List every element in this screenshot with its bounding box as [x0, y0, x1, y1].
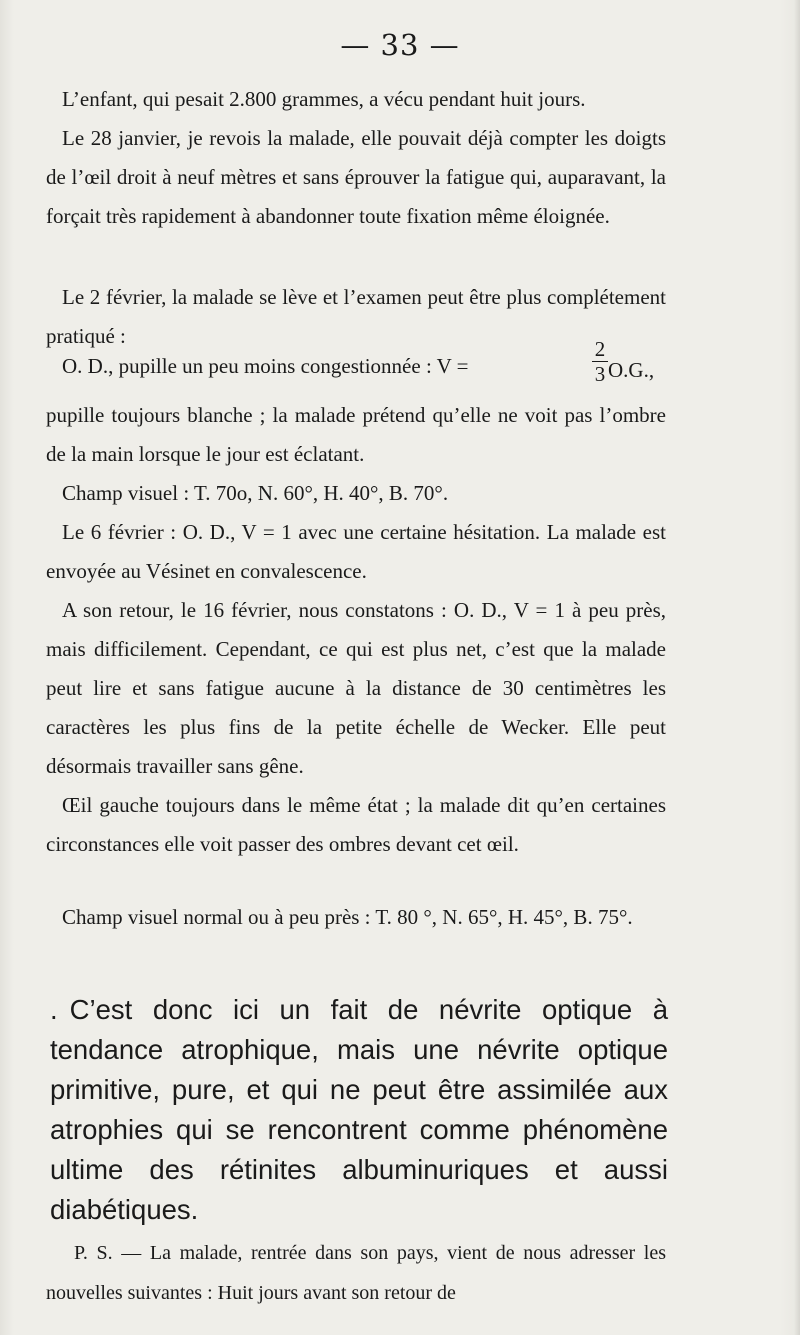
- paragraph-birth-weight: L’enfant, qui pesait 2.800 grammes, a vécu pendant huit jours.: [62, 87, 586, 111]
- paragraph-visual-field: Champ visuel : T. 70o, N. 60°, H. 40°, B. 70°.: [62, 481, 449, 505]
- equation-left-eye: O.G.,: [608, 358, 655, 382]
- page-edge-shadow: [794, 0, 800, 1335]
- equation-text: O. D., pupille un peu moins congestionnée : V =: [62, 354, 469, 378]
- paragraph-left-eye: Œil gauche toujours dans le même état ; la malade dit qu’en certaines circonstances elle voit passer des ombres devant cet œil.: [46, 793, 666, 856]
- fraction-numerator: 2: [594, 337, 606, 361]
- paragraph-february-16: A son retour, le 16 février, nous constatons : O. D., V = 1 à peu près, mais difficilement. Cependant, ce qui est plus net, c’est que la malade peut lire et sans fatigue aucune à la distance de 30 centimètres les caractères les plus fins de la petite échelle de Wecker. Elle peut désormais travailler sans gêne.: [46, 598, 666, 778]
- conclusion-lead-dot: .: [50, 994, 58, 1025]
- paragraph-january-28: Le 28 janvier, je revois la malade, elle pouvait déjà compter les doigts de l’œil droit à neuf mètres et sans éprouver la fatigue qui, auparavant, la forçait très rapidement à abandonner toute fixation même éloignée.: [46, 126, 666, 228]
- fraction: [592, 337, 608, 386]
- visual-acuity-equation: [62, 337, 666, 400]
- conclusion-text: C’est donc ici un fait de névrite optique à tendance atrophique, mais une névrite optique primitive, pure, et qui ne peut être assimilée aux atrophies qui se rencontrent comme phénomène ultime des rétinites albuminuriques et aussi diabétiques.: [50, 994, 668, 1225]
- paragraph-visual-field-normal: Champ visuel normal ou à peu près : T. 80 °, N. 65°, H. 45°, B. 75°.: [62, 905, 633, 929]
- visual-field-normal-block: [46, 898, 666, 937]
- page-number: — 33 —: [340, 28, 460, 62]
- postscript-paragraph: P. S. — La malade, rentrée dans son pays, vient de nous adresser les nouvelles suivantes : Huit jours avant son retour de: [46, 1242, 666, 1304]
- opening-paragraphs: [46, 80, 666, 236]
- paragraph-february-6: Le 6 février : O. D., V = 1 avec une certaine hésitation. La malade est envoyée au Vésinet en convalescence.: [46, 520, 666, 583]
- paragraph-february-2: Le 2 février, la malade se lève et l’examen peut être plus complétement pratiqué :: [46, 285, 666, 348]
- paragraph-pupil: pupille toujours blanche ; la malade prétend qu’elle ne voit pas l’ombre de la main lorsque le jour est éclatant.: [46, 403, 666, 466]
- examination-paragraphs: [46, 396, 666, 864]
- conclusion-paragraph: [50, 990, 668, 1230]
- fraction-denominator: 3: [594, 362, 606, 386]
